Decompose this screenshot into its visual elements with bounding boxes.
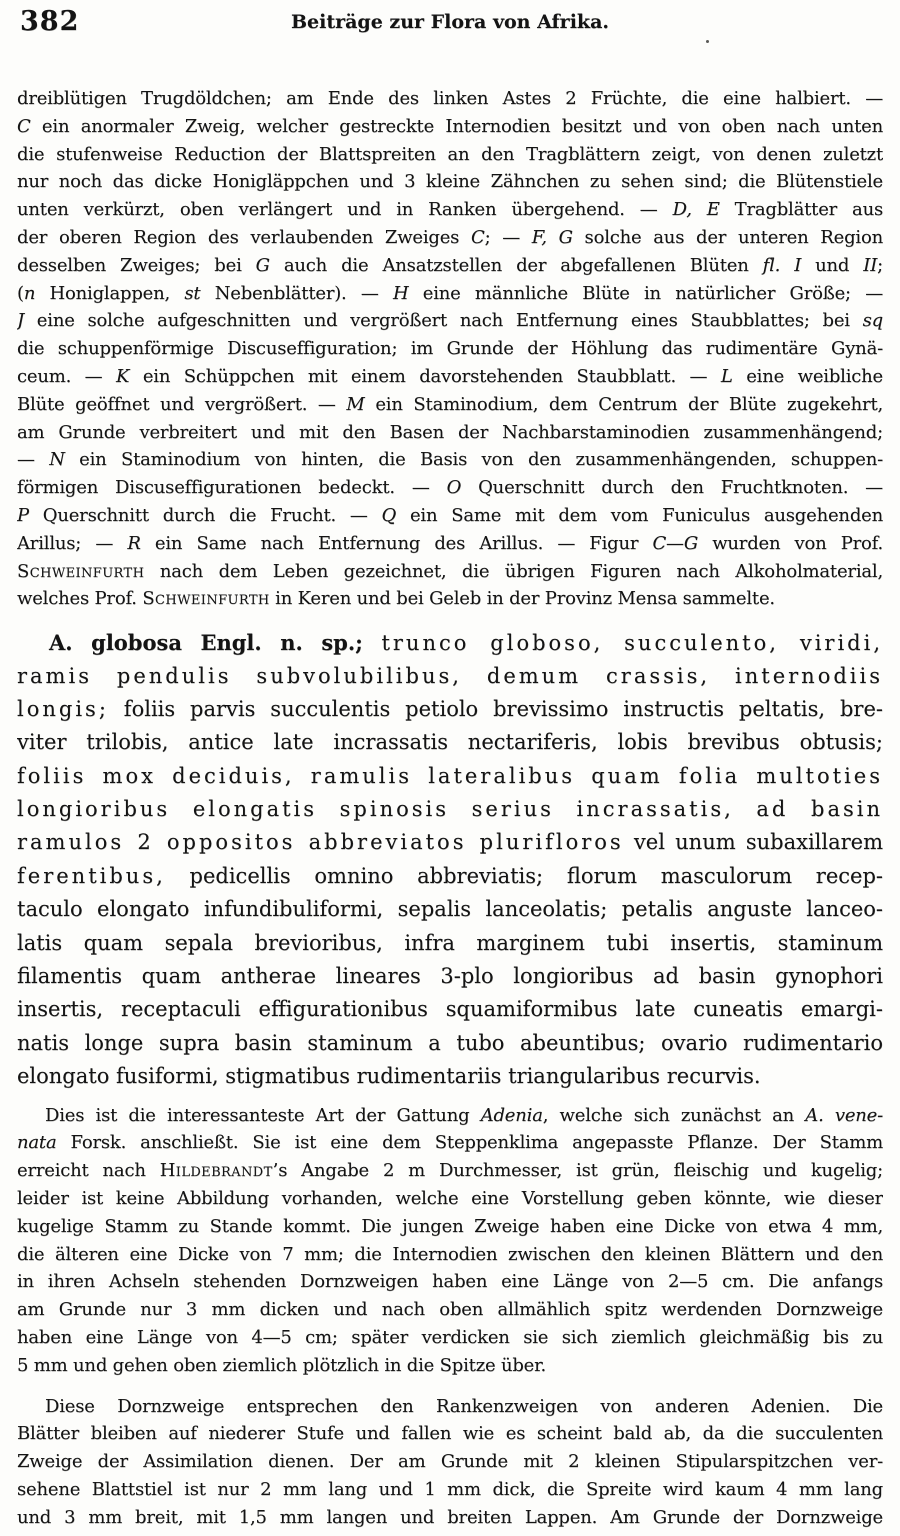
running-title: Beiträge zur Flora von Afrika. [290,11,610,33]
text-segment: Honiglappen, [35,282,185,304]
text-segment: Diese Dornzweige entsprechen den Rankenzweigen von anderen Adenien. Die [45,1395,883,1417]
text-segment: sq [862,310,883,332]
text-segment: , welche sich zunächst an [542,1104,806,1126]
text-segment: in Keren und bei Geleb in der Provinz Mensa sammelte. [269,588,775,610]
text-line [17,196,883,224]
text-segment: pedicellis omnino abbreviatis; florum masculorum recep- [165,863,883,888]
text-line [17,626,883,659]
text-segment: desselben Zweiges; bei [17,254,256,276]
text-segment: 5 mm und gehen oben ziemlich plötzlich in die Spitze über. [17,1354,547,1376]
text-segment: unten verkürzt, oben verlängert und in Ranken übergehend. — [17,199,673,221]
species-diagnosis [17,626,883,1093]
text-line [17,760,883,793]
text-segment: auch die Ansatzstellen der abgefallenen Blüten [269,254,763,276]
text-segment: L [720,365,733,387]
text-line [17,168,883,196]
text-segment: ein Staminodium von hinten, die Basis von den zusammenhängenden, schuppen- [64,449,883,471]
text-segment: nur noch das dicke Honigläppchen und 3 kleine Zähnchen zu sehen sind; die Blütenstiele [17,171,883,193]
text-line [17,1296,883,1324]
text-segment: Q [381,504,397,526]
text-segment: Zweige der Assimilation dienen. Der am Grunde mit 2 kleinen Stipularspitzchen ver- [17,1451,883,1473]
text-segment: foliis parvis succulentis petiolo brevissimo instructis peltatis, bre- [108,696,883,721]
text-segment: J [17,310,25,332]
text-segment: ceum. — [17,365,117,387]
text-line [17,1324,883,1352]
text-line [17,1504,883,1532]
text-segment: eine weibliche [732,365,883,387]
text-segment: ein Staminodium, dem Centrum der Blüte zugekehrt, [364,393,883,415]
text-line [17,1476,883,1504]
text-segment: ein Same nach Entfernung des Arillus. — Figur [140,532,653,554]
text-segment: Querschnitt durch den Fruchtknoten. — [461,477,883,499]
text-segment: leider ist keine Abbildung vorhanden, welche eine Vorstellung geben könnte, wie dieser [17,1188,883,1209]
figure-legend-continuation [17,85,883,613]
text-line [17,502,883,530]
text-segment: K [116,365,130,387]
text-segment: Blüte geöffnet und vergrößert. — [17,393,347,415]
text-segment: sehene Blattstiel ist nur 2 mm lang und 1 mm dick, die Spreite wird kaum 4 mm lang [17,1478,883,1500]
text-line [17,252,883,280]
text-segment: ramulos 2 oppositos abbreviatos plurifloros [17,830,624,855]
text-line [17,660,883,693]
text-line [17,1213,883,1241]
text-line [17,363,883,391]
text-segment: taculo elongato infundibuliformi, sepalis lanceolatis; petalis anguste lanceo- [17,897,883,922]
text-segment: elongato fusiformi, stigmatibus rudimentariis triangularibus recurvis. [17,1064,761,1089]
text-line [17,826,883,859]
text-line [17,585,883,613]
text-segment: II [863,254,878,276]
text-segment: st [184,282,201,304]
text-line [17,1027,883,1060]
text-segment: Hildebrandt [159,1160,273,1182]
text-segment: ferentibus, [17,863,166,888]
text-line [17,419,883,447]
text-segment: longis; [17,696,109,721]
text-segment: H [392,282,409,304]
text-segment: vel unum subaxillarem [623,830,883,855]
text-line [17,1448,883,1476]
text-segment: n [23,282,36,304]
text-segment: nach dem Leben gezeichnet, die übrigen Figuren nach Alkoholmaterial, [144,560,883,582]
text-line [17,993,883,1026]
text-segment: dreiblütigen Trugdöldchen; am Ende des linken Astes 2 Früchte, die eine halbiert. — [17,88,883,109]
page-header [17,0,883,77]
text-segment: und 3 mm breit, mit 1,5 mm langen und breiten Lappen. Am Grunde der Dornzweige [17,1506,883,1528]
text-segment: N [49,449,65,471]
text-segment: filamentis quam antherae lineares 3-plo longioribus ad basin gynophori [17,964,883,989]
text-block [17,85,883,1532]
page-number: 382 [20,6,80,37]
text-segment: die schuppenförmige Discuseffiguration; im Grunde der Höhlung das rudimentäre Gynä- [17,338,883,360]
text-line [17,927,883,960]
text-segment: Querschnitt durch die Frucht. — [28,504,382,526]
text-segment: C [471,226,485,248]
text-segment: Schweinfurth [17,560,145,582]
text-segment: erreicht nach [17,1160,160,1182]
text-segment: Adenia [480,1104,543,1126]
text-line [17,793,883,826]
text-segment: ; [877,254,883,276]
text-segment: eine solche aufgeschnitten und vergrößert nach Entfernung eines Staubblattes; bei [24,310,863,332]
text-segment: Arillus; — [17,532,128,554]
text-segment: — [17,449,50,471]
text-line [17,693,883,726]
text-line [17,307,883,335]
text-segment: Dies ist die interessanteste Art der Gattung [45,1104,481,1126]
text-segment: ein Same mit dem vom Funiculus ausgehenden [396,504,883,526]
text-segment: foliis mox deciduis, ramulis lateralibus quam folia multoties [17,763,883,788]
text-line [17,960,883,993]
text-segment: longioribus elongatis spinosis serius incrassatis, ad basin [17,797,883,822]
text-line [17,85,883,113]
text-line [17,1129,883,1157]
text-line [17,335,883,363]
text-segment: G [255,254,270,276]
text-segment: nata [17,1132,57,1154]
text-line [17,224,883,252]
text-line [17,474,883,502]
text-segment: die stufenweise Reduction der Blattspreiten an den Tragblättern zeigt, von denen zuletzt [17,143,883,165]
text-segment: trunco globoso, succulento, viridi, [381,631,883,656]
text-segment: ( [17,282,24,304]
discussion-paragraph-1 [17,1102,883,1380]
text-segment: förmigen Discuseffigurationen bedeckt. — [17,477,447,499]
text-segment: in ihren Achseln stehenden Dornzweigen haben eine Länge von 2—5 cm. Die anfangs [17,1271,883,1293]
text-segment: eine männliche Blüte in natürlicher Größe; — [408,282,883,304]
text-segment: viter trilobis, antice late incrassatis nectariferis, lobis brevibus obtusis; [17,730,883,755]
text-segment: die älteren eine Dicke von 7 mm; die Internodien zwischen den kleinen Blättern und den [17,1243,883,1265]
text-line [17,726,883,759]
text-segment: latis quam sepala brevioribus, infra marginem tubi insertis, staminum [17,930,883,955]
text-line [17,113,883,141]
text-line [17,558,883,586]
text-line [17,530,883,558]
text-segment: O [446,477,462,499]
text-segment: F, G [531,226,573,248]
text-line [17,1060,883,1093]
text-segment: C—G [652,532,699,554]
text-line [17,1185,883,1213]
text-line [17,391,883,419]
text-segment: ein anormaler Zweig, welcher gestreckte Internodien besitzt und von oben nach unten [30,115,883,137]
text-line [17,860,883,893]
text-segment: Tragblätter aus [719,199,883,221]
text-segment: kugelige Stamm zu Stande kommt. Die jungen Zweige haben eine Dicke von etwa 4 mm, [17,1215,883,1237]
text-segment: Schweinfurth [142,588,270,610]
text-line [17,1241,883,1269]
text-segment: solche aus der unteren Region [572,226,883,248]
text-line [17,280,883,308]
text-line [17,446,883,474]
text-segment: A. vene- [805,1104,883,1126]
text-segment: A. globosa Engl. n. sp.; [49,630,382,656]
text-segment: Blätter bleiben auf niederer Stufe und fallen wie es scheint bald ab, da die succulenten [17,1423,883,1445]
text-segment: Nebenblätter). — [200,282,393,304]
ink-speck [706,40,709,43]
text-line [17,1157,883,1185]
text-segment: und [801,254,864,276]
text-segment: M [346,393,365,415]
text-segment: P [17,504,29,526]
text-segment: welches Prof. [17,588,143,610]
text-line [17,1352,883,1380]
text-segment: ; — [484,226,532,248]
text-line [17,893,883,926]
text-segment: C [17,115,31,137]
discussion-paragraph-2 [17,1393,883,1532]
text-line [17,141,883,169]
text-line [17,1102,883,1130]
text-segment: insertis, receptaculi effigurationibus squamiformibus late cuneatis emargi- [17,997,883,1022]
text-segment: ein Schüppchen mit einem davorstehenden Staubblatt. — [129,365,721,387]
text-segment: der oberen Region des verlaubenden Zweiges [17,226,471,248]
text-segment: haben eine Länge von 4—5 cm; später verdicken sie sich ziemlich gleichmäßig bis zu [17,1326,883,1348]
text-line [17,1420,883,1448]
text-segment: fl. I [762,254,802,276]
text-segment: ramis pendulis subvolubilibus, demum crassis, internodiis [17,663,883,688]
text-segment: am Grunde verbreitert und mit den Basen der Nachbarstaminodien zusammenhängend; [17,421,883,443]
text-segment: ’s Angabe 2 m Durchmesser, ist grün, fleischig und kugelig; [272,1160,883,1182]
text-segment: D, E [672,199,720,221]
text-line [17,1393,883,1421]
text-line [17,1268,883,1296]
text-segment: wurden von Prof. [698,532,883,554]
text-segment: R [127,532,141,554]
text-segment: Forsk. anschließt. Sie ist eine dem Steppenklima angepasste Pflanze. Der Stamm [56,1132,883,1154]
text-segment: am Grunde nur 3 mm dicken und nach oben allmählich spitz werdenden Dornzweige [17,1299,883,1321]
text-segment: natis longe supra basin staminum a tubo abeuntibus; ovario rudimentario [17,1030,883,1055]
